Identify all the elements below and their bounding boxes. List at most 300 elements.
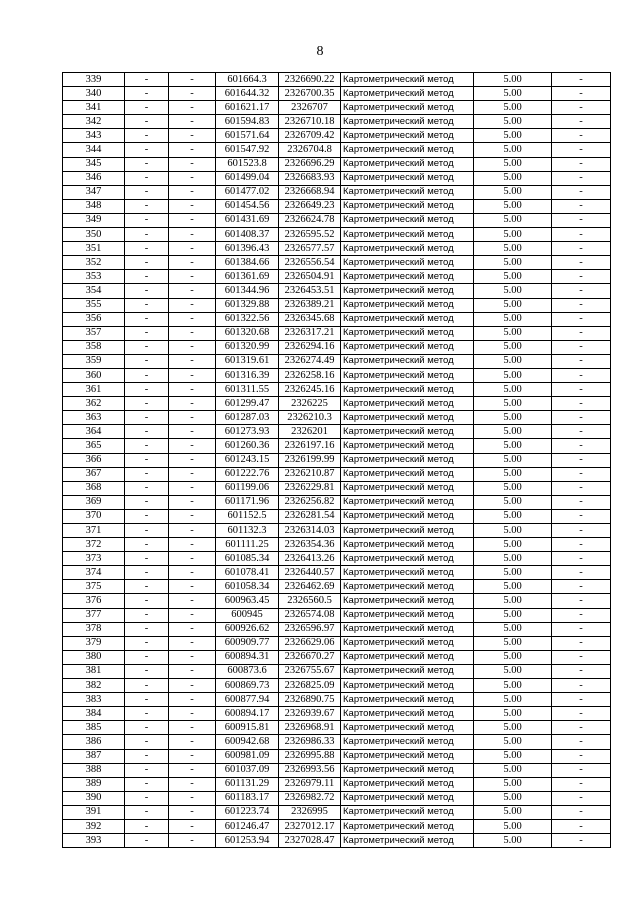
x-coordinate-cell: 601408.37 (216, 228, 279, 242)
old-y-cell: - (169, 312, 216, 326)
table-row (63, 622, 611, 636)
y-coordinate-cell: 2326995 (279, 805, 341, 819)
y-coordinate-cell: 2326690.22 (279, 73, 341, 87)
old-x-cell: - (125, 354, 169, 368)
accuracy-cell: 5.00 (474, 143, 552, 157)
method-cell: Картометрический метод (341, 805, 474, 819)
x-coordinate-cell: 601299.47 (216, 397, 279, 411)
y-coordinate-cell: 2326995.88 (279, 749, 341, 763)
table-row (63, 495, 611, 509)
y-coordinate-cell: 2326453.51 (279, 284, 341, 298)
accuracy-cell: 5.00 (474, 622, 552, 636)
accuracy-cell: 5.00 (474, 115, 552, 129)
point-number-cell: 343 (63, 129, 125, 143)
old-y-cell: - (169, 199, 216, 213)
method-cell: Картометрический метод (341, 143, 474, 157)
point-number-cell: 358 (63, 340, 125, 354)
point-number-cell: 385 (63, 721, 125, 735)
old-x-cell: - (125, 284, 169, 298)
accuracy-cell: 5.00 (474, 326, 552, 340)
method-cell: Картометрический метод (341, 157, 474, 171)
accuracy-cell: 5.00 (474, 552, 552, 566)
accuracy-cell: 5.00 (474, 284, 552, 298)
x-coordinate-cell: 601111.25 (216, 538, 279, 552)
method-cell: Картометрический метод (341, 397, 474, 411)
accuracy-cell: 5.00 (474, 693, 552, 707)
old-y-cell: - (169, 411, 216, 425)
point-number-cell: 363 (63, 411, 125, 425)
point-number-cell: 360 (63, 368, 125, 382)
x-coordinate-cell: 600869.73 (216, 679, 279, 693)
description-cell: - (552, 284, 611, 298)
old-x-cell: - (125, 622, 169, 636)
y-coordinate-cell: 2326939.67 (279, 707, 341, 721)
old-x-cell: - (125, 749, 169, 763)
old-x-cell: - (125, 383, 169, 397)
old-y-cell: - (169, 721, 216, 735)
y-coordinate-cell: 2326210.3 (279, 411, 341, 425)
old-y-cell: - (169, 284, 216, 298)
x-coordinate-cell: 601571.64 (216, 129, 279, 143)
x-coordinate-cell: 601344.96 (216, 284, 279, 298)
old-y-cell: - (169, 495, 216, 509)
x-coordinate-cell: 601243.15 (216, 453, 279, 467)
table-row (63, 763, 611, 777)
point-number-cell: 345 (63, 157, 125, 171)
description-cell: - (552, 566, 611, 580)
x-coordinate-cell: 601319.61 (216, 354, 279, 368)
description-cell: - (552, 552, 611, 566)
method-cell: Картометрический метод (341, 509, 474, 523)
point-number-cell: 346 (63, 171, 125, 185)
description-cell: - (552, 721, 611, 735)
old-y-cell: - (169, 622, 216, 636)
accuracy-cell: 5.00 (474, 213, 552, 227)
old-x-cell: - (125, 834, 169, 848)
old-x-cell: - (125, 524, 169, 538)
description-cell: - (552, 326, 611, 340)
description-cell: - (552, 242, 611, 256)
y-coordinate-cell: 2326890.75 (279, 693, 341, 707)
point-number-cell: 369 (63, 495, 125, 509)
description-cell: - (552, 87, 611, 101)
old-y-cell: - (169, 439, 216, 453)
old-x-cell: - (125, 425, 169, 439)
table-row (63, 552, 611, 566)
old-x-cell: - (125, 566, 169, 580)
old-y-cell: - (169, 326, 216, 340)
accuracy-cell: 5.00 (474, 580, 552, 594)
x-coordinate-cell: 601454.56 (216, 199, 279, 213)
y-coordinate-cell: 2326440.57 (279, 566, 341, 580)
description-cell: - (552, 425, 611, 439)
method-cell: Картометрический метод (341, 340, 474, 354)
point-number-cell: 347 (63, 185, 125, 199)
table-row (63, 326, 611, 340)
point-number-cell: 378 (63, 622, 125, 636)
table-row (63, 791, 611, 805)
old-y-cell: - (169, 679, 216, 693)
description-cell: - (552, 580, 611, 594)
table-row (63, 735, 611, 749)
old-x-cell: - (125, 228, 169, 242)
table-row (63, 834, 611, 848)
y-coordinate-cell: 2326710.18 (279, 115, 341, 129)
description-cell: - (552, 467, 611, 481)
old-y-cell: - (169, 87, 216, 101)
old-y-cell: - (169, 101, 216, 115)
old-y-cell: - (169, 213, 216, 227)
description-cell: - (552, 509, 611, 523)
y-coordinate-cell: 2326413.26 (279, 552, 341, 566)
old-y-cell: - (169, 749, 216, 763)
table-row (63, 580, 611, 594)
point-number-cell: 352 (63, 256, 125, 270)
old-y-cell: - (169, 777, 216, 791)
accuracy-cell: 5.00 (474, 256, 552, 270)
table-row (63, 171, 611, 185)
method-cell: Картометрический метод (341, 228, 474, 242)
method-cell: Картометрический метод (341, 213, 474, 227)
y-coordinate-cell: 2326556.54 (279, 256, 341, 270)
point-number-cell: 339 (63, 73, 125, 87)
point-number-cell: 356 (63, 312, 125, 326)
table-row (63, 439, 611, 453)
y-coordinate-cell: 2326504.91 (279, 270, 341, 284)
point-number-cell: 387 (63, 749, 125, 763)
point-number-cell: 379 (63, 636, 125, 650)
x-coordinate-cell: 601320.68 (216, 326, 279, 340)
old-x-cell: - (125, 693, 169, 707)
old-y-cell: - (169, 707, 216, 721)
old-x-cell: - (125, 368, 169, 382)
old-x-cell: - (125, 171, 169, 185)
description-cell: - (552, 73, 611, 87)
old-x-cell: - (125, 763, 169, 777)
description-cell: - (552, 411, 611, 425)
y-coordinate-cell: 2326979.11 (279, 777, 341, 791)
x-coordinate-cell: 601078.41 (216, 566, 279, 580)
old-y-cell: - (169, 368, 216, 382)
table-row (63, 383, 611, 397)
old-x-cell: - (125, 185, 169, 199)
y-coordinate-cell: 2326825.09 (279, 679, 341, 693)
point-number-cell: 377 (63, 608, 125, 622)
old-y-cell: - (169, 763, 216, 777)
table-row (63, 213, 611, 227)
old-x-cell: - (125, 777, 169, 791)
accuracy-cell: 5.00 (474, 481, 552, 495)
x-coordinate-cell: 600894.31 (216, 650, 279, 664)
method-cell: Картометрический метод (341, 495, 474, 509)
y-coordinate-cell: 2326595.52 (279, 228, 341, 242)
x-coordinate-cell: 601223.74 (216, 805, 279, 819)
point-number-cell: 348 (63, 199, 125, 213)
x-coordinate-cell: 601431.69 (216, 213, 279, 227)
old-y-cell: - (169, 636, 216, 650)
y-coordinate-cell: 2326345.68 (279, 312, 341, 326)
y-coordinate-cell: 2326225 (279, 397, 341, 411)
method-cell: Картометрический метод (341, 242, 474, 256)
description-cell: - (552, 171, 611, 185)
table-row (63, 101, 611, 115)
old-y-cell: - (169, 242, 216, 256)
x-coordinate-cell: 601222.76 (216, 467, 279, 481)
point-number-cell: 344 (63, 143, 125, 157)
method-cell: Картометрический метод (341, 552, 474, 566)
old-y-cell: - (169, 129, 216, 143)
x-coordinate-cell: 601523.8 (216, 157, 279, 171)
description-cell: - (552, 481, 611, 495)
method-cell: Картометрический метод (341, 467, 474, 481)
description-cell: - (552, 679, 611, 693)
y-coordinate-cell: 2326574.08 (279, 608, 341, 622)
point-number-cell: 370 (63, 509, 125, 523)
point-number-cell: 354 (63, 284, 125, 298)
description-cell: - (552, 749, 611, 763)
old-x-cell: - (125, 143, 169, 157)
y-coordinate-cell: 2326668.94 (279, 185, 341, 199)
method-cell: Картометрический метод (341, 298, 474, 312)
old-y-cell: - (169, 256, 216, 270)
x-coordinate-cell: 600981.09 (216, 749, 279, 763)
old-y-cell: - (169, 524, 216, 538)
point-number-cell: 366 (63, 453, 125, 467)
old-x-cell: - (125, 481, 169, 495)
y-coordinate-cell: 2326210.87 (279, 467, 341, 481)
x-coordinate-cell: 601199.06 (216, 481, 279, 495)
table-row (63, 749, 611, 763)
x-coordinate-cell: 601322.56 (216, 312, 279, 326)
method-cell: Картометрический метод (341, 594, 474, 608)
point-number-cell: 374 (63, 566, 125, 580)
y-coordinate-cell: 2326354.36 (279, 538, 341, 552)
point-number-cell: 392 (63, 819, 125, 833)
point-number-cell: 351 (63, 242, 125, 256)
x-coordinate-cell: 600909.77 (216, 636, 279, 650)
point-number-cell: 381 (63, 664, 125, 678)
x-coordinate-cell: 601644.32 (216, 87, 279, 101)
old-y-cell: - (169, 115, 216, 129)
y-coordinate-cell: 2326314.03 (279, 524, 341, 538)
method-cell: Картометрический метод (341, 650, 474, 664)
page-number: 8 (316, 44, 324, 59)
y-coordinate-cell: 2326197.16 (279, 439, 341, 453)
table-row (63, 199, 611, 213)
description-cell: - (552, 115, 611, 129)
old-x-cell: - (125, 594, 169, 608)
accuracy-cell: 5.00 (474, 228, 552, 242)
point-number-cell: 375 (63, 580, 125, 594)
y-coordinate-cell: 2326317.21 (279, 326, 341, 340)
old-x-cell: - (125, 721, 169, 735)
x-coordinate-cell: 600963.45 (216, 594, 279, 608)
table-row (63, 397, 611, 411)
y-coordinate-cell: 2326986.33 (279, 735, 341, 749)
old-y-cell: - (169, 693, 216, 707)
y-coordinate-cell: 2326683.93 (279, 171, 341, 185)
old-y-cell: - (169, 664, 216, 678)
y-coordinate-cell: 2326696.29 (279, 157, 341, 171)
accuracy-cell: 5.00 (474, 368, 552, 382)
accuracy-cell: 5.00 (474, 354, 552, 368)
method-cell: Картометрический метод (341, 538, 474, 552)
x-coordinate-cell: 600945 (216, 608, 279, 622)
x-coordinate-cell: 601594.83 (216, 115, 279, 129)
old-x-cell: - (125, 664, 169, 678)
point-number-cell: 359 (63, 354, 125, 368)
method-cell: Картометрический метод (341, 425, 474, 439)
y-coordinate-cell: 2326968.91 (279, 721, 341, 735)
accuracy-cell: 5.00 (474, 425, 552, 439)
table-row (63, 157, 611, 171)
accuracy-cell: 5.00 (474, 707, 552, 721)
old-x-cell: - (125, 538, 169, 552)
method-cell: Картометрический метод (341, 439, 474, 453)
description-cell: - (552, 143, 611, 157)
old-x-cell: - (125, 312, 169, 326)
accuracy-cell: 5.00 (474, 594, 552, 608)
table-row (63, 256, 611, 270)
x-coordinate-cell: 601320.99 (216, 340, 279, 354)
method-cell: Картометрический метод (341, 368, 474, 382)
x-coordinate-cell: 601132.3 (216, 524, 279, 538)
point-number-cell: 350 (63, 228, 125, 242)
point-number-cell: 349 (63, 213, 125, 227)
old-x-cell: - (125, 650, 169, 664)
y-coordinate-cell: 2327028.47 (279, 834, 341, 848)
table-row (63, 805, 611, 819)
description-cell: - (552, 664, 611, 678)
description-cell: - (552, 763, 611, 777)
table-row (63, 425, 611, 439)
table-row (63, 87, 611, 101)
method-cell: Картометрический метод (341, 763, 474, 777)
table-row (63, 636, 611, 650)
old-y-cell: - (169, 185, 216, 199)
y-coordinate-cell: 2326274.49 (279, 354, 341, 368)
table-row (63, 650, 611, 664)
old-y-cell: - (169, 354, 216, 368)
description-cell: - (552, 707, 611, 721)
old-x-cell: - (125, 157, 169, 171)
description-cell: - (552, 129, 611, 143)
y-coordinate-cell: 2326993.56 (279, 763, 341, 777)
point-number-cell: 391 (63, 805, 125, 819)
point-number-cell: 376 (63, 594, 125, 608)
method-cell: Картометрический метод (341, 622, 474, 636)
point-number-cell: 361 (63, 383, 125, 397)
x-coordinate-cell: 601260.36 (216, 439, 279, 453)
table-row (63, 129, 611, 143)
y-coordinate-cell: 2326755.67 (279, 664, 341, 678)
x-coordinate-cell: 600926.62 (216, 622, 279, 636)
accuracy-cell: 5.00 (474, 664, 552, 678)
description-cell: - (552, 439, 611, 453)
y-coordinate-cell: 2326624.78 (279, 213, 341, 227)
old-y-cell: - (169, 383, 216, 397)
old-x-cell: - (125, 411, 169, 425)
old-x-cell: - (125, 707, 169, 721)
y-coordinate-cell: 2326229.81 (279, 481, 341, 495)
table-row (63, 679, 611, 693)
table-row (63, 143, 611, 157)
x-coordinate-cell: 601329.88 (216, 298, 279, 312)
x-coordinate-cell: 601311.55 (216, 383, 279, 397)
old-y-cell: - (169, 566, 216, 580)
description-cell: - (552, 157, 611, 171)
old-y-cell: - (169, 467, 216, 481)
table-row (63, 509, 611, 523)
accuracy-cell: 5.00 (474, 411, 552, 425)
table-row (63, 368, 611, 382)
description-cell: - (552, 383, 611, 397)
table-row (63, 298, 611, 312)
description-cell: - (552, 791, 611, 805)
method-cell: Картометрический метод (341, 819, 474, 833)
x-coordinate-cell: 601085.34 (216, 552, 279, 566)
accuracy-cell: 5.00 (474, 312, 552, 326)
old-x-cell: - (125, 552, 169, 566)
table-row (63, 481, 611, 495)
old-x-cell: - (125, 679, 169, 693)
description-cell: - (552, 819, 611, 833)
description-cell: - (552, 397, 611, 411)
old-x-cell: - (125, 791, 169, 805)
old-x-cell: - (125, 735, 169, 749)
table-row (63, 524, 611, 538)
method-cell: Картометрический метод (341, 354, 474, 368)
point-number-cell: 355 (63, 298, 125, 312)
old-y-cell: - (169, 143, 216, 157)
old-x-cell: - (125, 213, 169, 227)
point-number-cell: 365 (63, 439, 125, 453)
table-row (63, 242, 611, 256)
description-cell: - (552, 608, 611, 622)
method-cell: Картометрический метод (341, 664, 474, 678)
old-x-cell: - (125, 636, 169, 650)
old-y-cell: - (169, 819, 216, 833)
point-number-cell: 386 (63, 735, 125, 749)
method-cell: Картометрический метод (341, 115, 474, 129)
y-coordinate-cell: 2326560.5 (279, 594, 341, 608)
point-number-cell: 393 (63, 834, 125, 848)
table-row (63, 664, 611, 678)
old-x-cell: - (125, 129, 169, 143)
accuracy-cell: 5.00 (474, 171, 552, 185)
old-y-cell: - (169, 650, 216, 664)
accuracy-cell: 5.00 (474, 270, 552, 284)
accuracy-cell: 5.00 (474, 777, 552, 791)
x-coordinate-cell: 601273.93 (216, 425, 279, 439)
old-y-cell: - (169, 397, 216, 411)
method-cell: Картометрический метод (341, 679, 474, 693)
old-y-cell: - (169, 805, 216, 819)
old-x-cell: - (125, 242, 169, 256)
point-number-cell: 382 (63, 679, 125, 693)
accuracy-cell: 5.00 (474, 73, 552, 87)
description-cell: - (552, 777, 611, 791)
table-row (63, 270, 611, 284)
table-row (63, 354, 611, 368)
method-cell: Картометрический метод (341, 73, 474, 87)
y-coordinate-cell: 2326707 (279, 101, 341, 115)
accuracy-cell: 5.00 (474, 566, 552, 580)
table-row (63, 566, 611, 580)
description-cell: - (552, 228, 611, 242)
point-number-cell: 342 (63, 115, 125, 129)
table-row (63, 693, 611, 707)
